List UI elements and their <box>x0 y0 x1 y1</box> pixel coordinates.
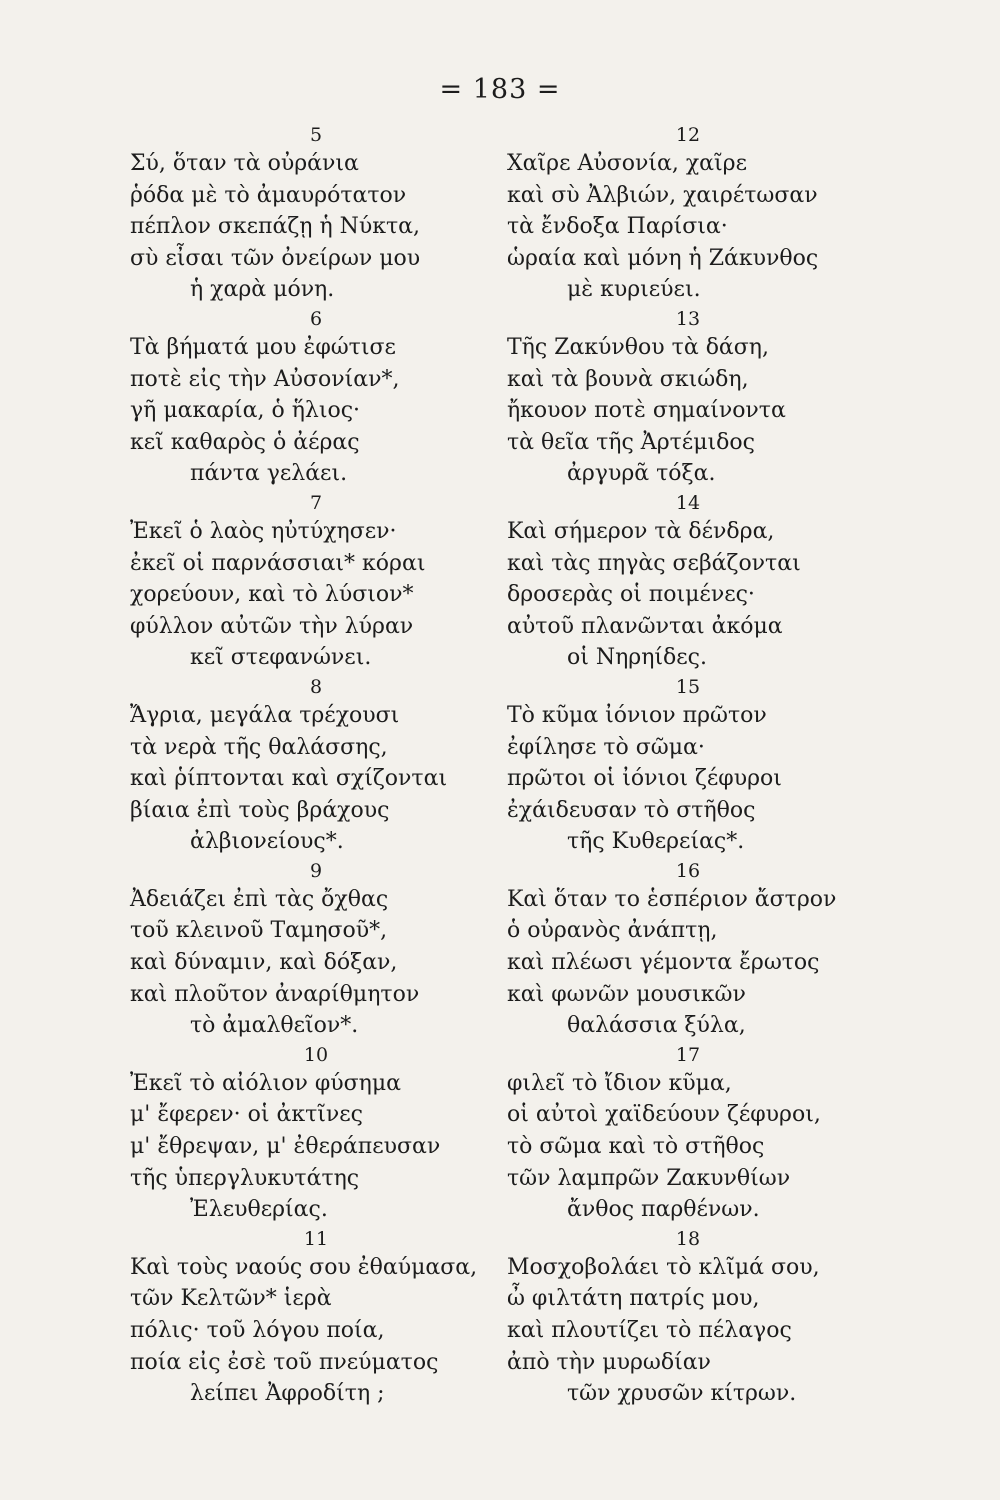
verse-line: Σύ, ὅταν τὰ οὐράνια <box>130 151 359 176</box>
verse-line: ῥόδα μὲ τὸ ἀμαυρότατον <box>130 182 407 208</box>
stanza <box>507 306 869 490</box>
stanza <box>130 674 502 858</box>
verse-line: καὶ τὰς πηγὰς σεβάζονται <box>507 550 801 576</box>
verse-line: οἱ Νηρηίδες. <box>567 645 707 671</box>
verse-line: βίαια ἐπὶ τοὺς βράχους <box>130 797 390 823</box>
stanza-number: 14 <box>675 491 701 514</box>
verse-line: καὶ φωνῶν μουσικῶν <box>507 981 746 1007</box>
page-number: = 183 = <box>439 74 561 105</box>
verse-line: ἄνθος παρθένων. <box>567 1197 760 1223</box>
verse-line: Χαῖρε Αὐσονία, χαῖρε <box>507 151 747 176</box>
verse-line: ἀλβιονείους*. <box>190 829 344 855</box>
stanza <box>130 1226 502 1410</box>
stanza-number: 7 <box>309 491 323 514</box>
stanza-number: 18 <box>675 1227 701 1250</box>
stanza-number: 16 <box>675 859 701 882</box>
verse-line: Τὸ κῦμα ἰόνιον πρῶτον <box>507 702 767 728</box>
verse-line: χορεύουν, καὶ τὸ λύσιον* <box>130 582 414 608</box>
verse-line: αὐτοῦ πλανῶνται ἀκόμα <box>507 613 783 639</box>
verse-line: καὶ πλοῦτον ἀναρίθμητον <box>130 981 420 1007</box>
verse-line: καὶ δύναμιν, καὶ δόξαν, <box>130 950 398 976</box>
stanza-number: 5 <box>309 124 323 146</box>
verse-line: ἐχάιδευσαν τὸ στῆθος <box>507 797 756 823</box>
verse-line: Ἐκεῖ ὁ λαὸς ηὐτύχησεν· <box>130 518 397 544</box>
verse-line: φύλλον αὐτῶν τὴν λύραν <box>130 613 414 639</box>
stanza-number: 12 <box>675 124 701 146</box>
verse-line: ἀργυρᾶ τόξα. <box>567 461 716 487</box>
verse-line: ἐφίλησε τὸ σῶμα· <box>507 734 705 760</box>
stanza <box>507 858 869 1042</box>
stanza-number: 6 <box>309 307 323 330</box>
stanza <box>130 306 502 490</box>
verse-line: κεῖ καθαρὸς ὁ ἀέρας <box>130 429 360 455</box>
stanza-number: 17 <box>675 1043 701 1066</box>
verse-line: Καὶ ὅταν το ἑσπέριον ἄστρον <box>507 886 837 912</box>
verse-line: μ' ἔθρεψαν, μ' ἐθεράπευσαν <box>130 1134 441 1160</box>
verse-line: μ' ἔφερεν· οἱ ἀκτῖνες <box>130 1102 363 1128</box>
stanza <box>130 858 502 1042</box>
verse-line: τῶν Κελτῶν* ἱερὰ <box>130 1286 332 1312</box>
stanza-number: 9 <box>309 859 323 882</box>
verse-line: ἐκεῖ οἱ παρνάσσιαι* κόραι <box>130 550 426 576</box>
stanza-number: 15 <box>675 675 701 698</box>
verse-line: τὸ σῶμα καὶ τὸ στῆθος <box>507 1134 765 1160</box>
stanza <box>507 122 869 306</box>
stanza <box>130 1042 502 1226</box>
stanza-number: 8 <box>309 675 323 698</box>
verse-line: τῆς Κυθερείας*. <box>567 829 745 855</box>
verse-line: τῶν λαμπρῶν Ζακυνθίων <box>507 1165 791 1191</box>
stanza-number: 11 <box>303 1227 329 1250</box>
verse-line: ἀπὸ τὴν μυρωδίαν <box>507 1349 711 1375</box>
verse-line: Ἐλευθερίας. <box>190 1197 328 1223</box>
verse-line: ποία εἰς ἐσὲ τοῦ πνεύματος <box>130 1349 439 1375</box>
stanza <box>507 490 869 674</box>
verse-line: θαλάσσια ξύλα, <box>567 1013 746 1039</box>
verse-line: γῆ μακαρία, ὁ ἥλιος· <box>130 398 361 424</box>
left-column <box>130 122 502 1410</box>
verse-line: λείπει Ἀφροδίτη ; <box>190 1381 385 1407</box>
verse-line: φιλεῖ τὸ ἴδιον κῦμα, <box>507 1070 732 1096</box>
verse-line: ἤκουον ποτὲ σημαίνοντα <box>507 398 786 424</box>
stanza-number: 10 <box>303 1043 329 1066</box>
verse-line: Ἐκεῖ τὸ αἰόλιον φύσημα <box>130 1070 401 1096</box>
verse-line: καὶ τὰ βουνὰ σκιώδη, <box>507 366 749 392</box>
verse-line: Καὶ σήμερον τὰ δένδρα, <box>507 518 775 544</box>
verse-line: Μοσχοβολάει τὸ κλῖμά σου, <box>507 1254 820 1280</box>
verse-line: ὁ οὐρανὸς ἀνάπτῃ, <box>507 918 718 944</box>
verse-line: πόλις· τοῦ λόγου ποία, <box>130 1318 385 1343</box>
verse-line: ποτὲ εἰς τὴν Αὐσονίαν*, <box>130 366 400 392</box>
verse-line: Ἄγρια, μεγάλα τρέχουσι <box>130 702 400 728</box>
verse-line: πέπλον σκεπάζῃ ἡ Νύκτα, <box>130 214 421 240</box>
stanza <box>130 122 502 306</box>
verse-line: Καὶ τοὺς ναούς σου ἐθαύμασα, <box>130 1254 478 1280</box>
verse-line: Ἀδειάζει ἐπὶ τὰς ὄχθας <box>130 886 389 912</box>
verse-line: κεῖ στεφανώνει. <box>190 645 372 671</box>
verse-line: καὶ πλέωσι γέμοντα ἔρωτος <box>507 950 820 976</box>
verse-line: καὶ σὺ Ἀλβιών, χαιρέτωσαν <box>507 182 818 208</box>
stanza-number: 13 <box>675 307 701 330</box>
stanza <box>507 674 869 858</box>
stanza <box>130 490 502 674</box>
verse-line: τὰ θεῖα τῆς Ἀρτέμιδος <box>507 429 755 455</box>
verse-line: ἡ χαρὰ μόνη. <box>190 277 335 303</box>
right-column <box>507 122 869 1410</box>
stanza <box>507 1042 869 1226</box>
verse-line: σὺ εἶσαι τῶν ὀνείρων μου <box>130 245 421 271</box>
verse-line: ὦ φιλτάτη πατρίς μου, <box>507 1286 760 1312</box>
verse-line: τὰ ἔνδοξα Παρίσια· <box>507 214 728 240</box>
verse-line: πάντα γελάει. <box>190 461 348 487</box>
verse-line: οἱ αὐτοὶ χαϊδεύουν ζέφυροι, <box>507 1102 821 1128</box>
stanza <box>507 1226 869 1410</box>
verse-line: πρῶτοι οἱ ἰόνιοι ζέφυροι <box>507 766 782 792</box>
verse-line: τοῦ κλεινοῦ Ταμησοῦ*, <box>130 918 388 944</box>
verse-line: μὲ κυριεύει. <box>567 277 701 303</box>
verse-line: τῆς ὑπεργλυκυτάτης <box>130 1165 360 1191</box>
verse-line: δροσερὰς οἱ ποιμένες· <box>507 582 755 608</box>
verse-line: τὸ ἀμαλθεῖον*. <box>190 1013 359 1039</box>
verse-line: καὶ ῥίπτονται καὶ σχίζονται <box>130 766 448 792</box>
verse-line: Τῆς Ζακύνθου τὰ δάση, <box>507 334 769 360</box>
verse-line: καὶ πλουτίζει τὸ πέλαγος <box>507 1318 792 1343</box>
verse-line: ὡραία καὶ μόνη ἡ Ζάκυνθος <box>507 245 819 271</box>
verse-line: τὰ νερὰ τῆς θαλάσσης, <box>130 734 388 760</box>
verse-line: τῶν χρυσῶν κίτρων. <box>567 1381 797 1407</box>
verse-line: Τὰ βήματά μου ἐφώτισε <box>130 334 396 360</box>
